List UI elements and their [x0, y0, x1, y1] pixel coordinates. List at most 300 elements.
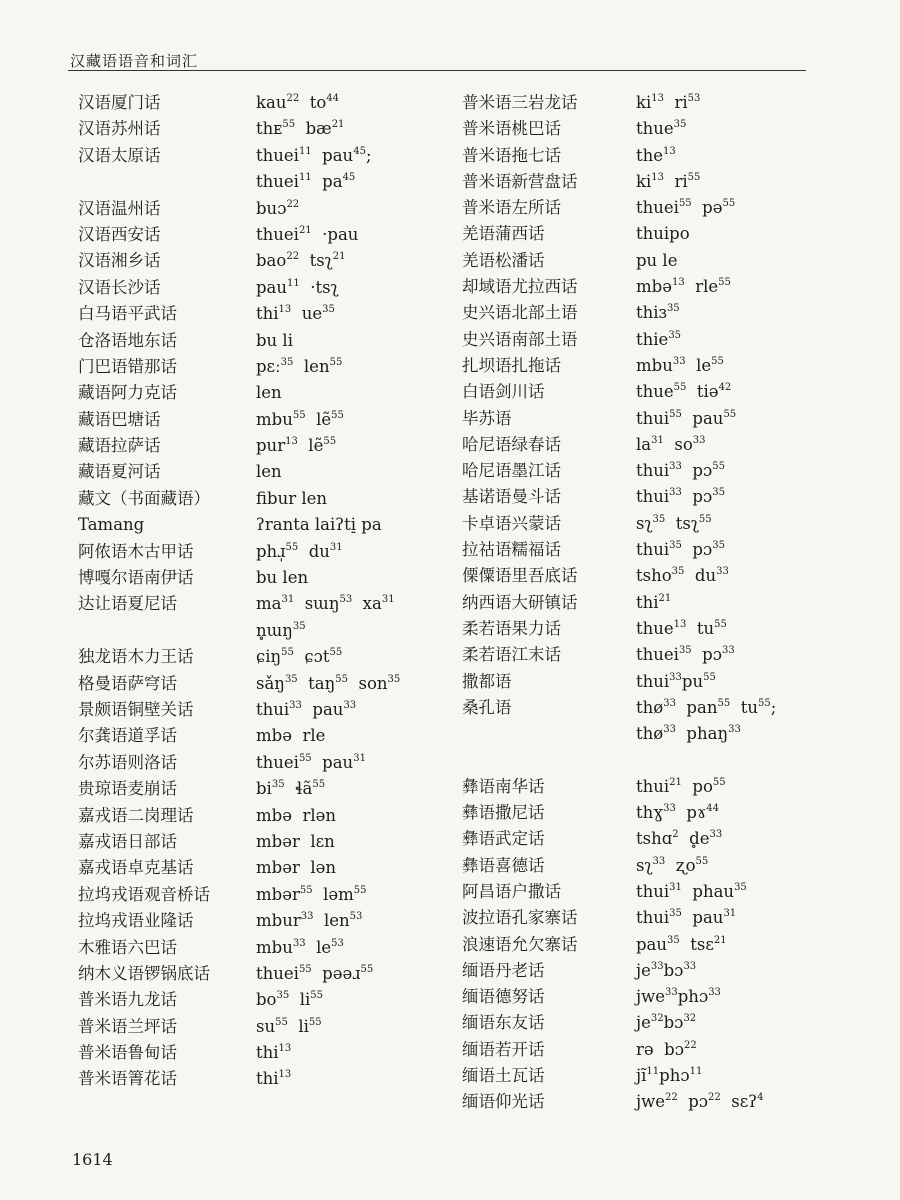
tone-mark: 35 [284, 673, 298, 685]
lexicon-row [78, 143, 458, 169]
tone-mark: 55 [687, 171, 701, 183]
syllable: fibur len [256, 488, 327, 508]
syllable: thɣ [636, 803, 664, 823]
syllable: tu [686, 618, 715, 638]
word-form [256, 618, 306, 644]
tone-mark: 44 [326, 93, 339, 104]
syllable: phaŋ [675, 724, 729, 744]
syllable: bu li [256, 330, 293, 350]
word-form [256, 328, 293, 354]
lexicon-row [462, 616, 862, 642]
syllable: jwe [636, 987, 666, 1007]
syllable: mbə rle [256, 726, 326, 746]
syllable: jwe [636, 1092, 666, 1112]
word-form [256, 803, 336, 829]
syllable: phau [681, 881, 735, 901]
lexicon-row [462, 1089, 862, 1115]
language-name: 汉语长沙话 [78, 277, 161, 297]
syllable: rle [684, 277, 719, 297]
syllable: ri [664, 171, 688, 191]
word-form [256, 196, 299, 222]
syllable: thuei [256, 224, 299, 244]
tone-mark: 55 [360, 963, 374, 975]
word-form [256, 644, 342, 670]
lexicon-row [462, 721, 862, 747]
syllable: ɕɔt [293, 647, 330, 667]
word-form [636, 984, 721, 1010]
word-form [636, 274, 731, 300]
language-name: 毕苏语 [462, 408, 512, 428]
word-form [636, 1089, 764, 1115]
word-form [256, 882, 367, 908]
tone-mark: 11 [689, 1065, 703, 1077]
tone-mark: 55 [298, 752, 312, 764]
word-form [256, 539, 343, 565]
tone-mark: 11 [287, 277, 300, 289]
syllable: mbə [636, 277, 672, 297]
syllable: thie [636, 329, 669, 349]
header-rule [68, 70, 806, 71]
syllable: thi [256, 304, 279, 324]
lexicon-row [462, 327, 862, 353]
word-form [256, 512, 382, 538]
syllable: pau [311, 752, 354, 772]
language-name: 普米语三岩龙话 [462, 93, 578, 112]
language-name: 汉语太原话 [78, 145, 161, 165]
tone-mark: 21 [669, 776, 682, 788]
lexicon-row [78, 1066, 458, 1092]
word-form [256, 776, 325, 802]
lexicon-row [462, 432, 862, 458]
syllable: thui [636, 671, 670, 691]
word-form [256, 116, 344, 142]
lexicon-row [78, 486, 458, 512]
language-name: 傈僳语里吾底话 [462, 566, 578, 586]
syllable: len [256, 383, 282, 403]
syllable: rə bɔ [636, 1039, 684, 1059]
word-form [256, 723, 325, 749]
tone-mark: 31 [329, 541, 343, 553]
language-name: 缅语若开话 [462, 1039, 545, 1059]
tone-mark: 55 [331, 409, 344, 421]
syllable: kau [256, 93, 287, 112]
language-name: 波拉语孔家寨话 [462, 908, 578, 928]
tone-mark: 33 [683, 960, 697, 972]
word-form [256, 169, 355, 195]
word-form [256, 591, 395, 617]
lexicon-row [78, 882, 458, 908]
tone-mark: 55 [695, 855, 709, 867]
syllable: pau [681, 908, 724, 928]
language-name: 基诺语曼斗话 [462, 487, 561, 507]
tone-mark: 35 [673, 119, 687, 131]
language-name: 扎坝语扎拖话 [462, 355, 561, 375]
lexicon-row [462, 800, 862, 826]
tone-mark: 55 [757, 697, 771, 709]
word-form [636, 484, 725, 510]
syllable: pɔ [691, 645, 722, 665]
syllable: phɔ [677, 987, 709, 1007]
syllable: xa [352, 594, 382, 614]
language-name [462, 747, 636, 773]
word-form [256, 407, 344, 433]
lexicon-row [78, 855, 458, 881]
tone-mark: 33 [292, 937, 306, 949]
language-name: 普米语兰坪话 [78, 1016, 177, 1036]
syllable: d̥e [678, 829, 710, 849]
tone-mark: 31 [381, 594, 395, 606]
syllable: pau [301, 699, 344, 719]
syllable: mbu [636, 355, 673, 375]
word-form [256, 829, 335, 855]
lexicon-row [78, 987, 458, 1013]
lexicon-row [462, 169, 862, 195]
syllable: pə [691, 198, 723, 218]
syllable: ·pau [311, 224, 359, 244]
lexicon-row [78, 644, 458, 670]
tone-mark: 13 [278, 1069, 292, 1081]
running-header: 汉藏语语音和词汇 [70, 52, 199, 70]
tone-mark: 55 [292, 409, 306, 421]
lexicon-row [462, 221, 862, 247]
word-form [256, 486, 327, 512]
language-name: Tamang [78, 515, 145, 535]
lexicon-row [78, 803, 458, 829]
language-name [78, 169, 256, 195]
word-form [256, 1014, 322, 1040]
syllable: the [636, 145, 664, 165]
syllable: pan [675, 697, 718, 717]
language-name: 普米语左所话 [462, 198, 561, 218]
tone-mark: 53 [331, 937, 344, 949]
syllable: thi [256, 1043, 279, 1063]
tone-mark: 33 [663, 724, 676, 736]
language-name: 达让语夏尼话 [78, 594, 177, 614]
word-form [636, 511, 712, 537]
syllable: taŋ [297, 673, 336, 693]
word-form [636, 379, 731, 405]
lexicon-row [462, 143, 862, 169]
lexicon-row [462, 1063, 862, 1089]
syllable: pɔ [681, 540, 713, 560]
syllable: bɔ [663, 960, 684, 980]
word-form [256, 750, 366, 776]
syllable: po [681, 776, 713, 796]
syllable: bo [256, 990, 277, 1010]
word-form [636, 800, 719, 826]
word-form [636, 143, 676, 169]
language-name [78, 618, 256, 644]
tone-mark: 45 [342, 172, 356, 184]
language-name: 白马语平武话 [78, 304, 177, 324]
word-form [636, 669, 716, 695]
tone-mark: 42 [718, 382, 732, 394]
tone-mark: 35 [669, 908, 682, 920]
language-name: 尔龚语道孚话 [78, 726, 177, 746]
syllable: du [684, 566, 717, 586]
word-form [636, 853, 708, 879]
tone-mark: 33 [728, 724, 741, 736]
tone-mark: 55 [722, 198, 736, 210]
tone-mark: 55 [285, 541, 299, 553]
word-form [636, 300, 680, 326]
language-name: 贵琼语麦崩话 [78, 779, 177, 799]
syllable: thue [636, 618, 674, 638]
word-form [636, 721, 741, 747]
tone-mark: 53 [687, 93, 701, 104]
tone-mark: 33 [716, 566, 729, 578]
tone-mark: 35 [322, 304, 335, 316]
syllable: ·tsʅ [299, 277, 339, 297]
tone-mark: 35 [652, 513, 666, 525]
language-name: 柔若语果力话 [462, 618, 561, 638]
word-form [256, 301, 335, 327]
tone-mark: 33 [709, 829, 723, 841]
syllable: thuei [256, 172, 299, 192]
syllable: thui [636, 461, 670, 481]
tone-mark: 55 [323, 436, 337, 448]
language-name: 卡卓语兴蒙话 [462, 513, 561, 533]
tone-mark: 33 [650, 960, 664, 972]
syllable: le [305, 937, 332, 957]
tone-mark: 13 [651, 93, 665, 104]
syllable: li [287, 1016, 309, 1036]
syllable: phɔ [659, 1065, 690, 1085]
language-name: 嘉戎语二岗理话 [78, 805, 194, 825]
tone-mark: 31 [669, 881, 682, 893]
syllable: pa [311, 172, 343, 192]
tone-mark: 21 [298, 224, 312, 236]
tone-mark: 55 [718, 277, 731, 289]
syllable: thi [256, 1069, 279, 1089]
lexicon-row [78, 935, 458, 961]
syllable: li [289, 990, 311, 1010]
language-name: 汉语厦门话 [78, 93, 161, 112]
word-form [256, 354, 342, 380]
language-name: 浪速语允欠寨话 [462, 934, 578, 954]
word-form [256, 987, 323, 1013]
lexicon-row [462, 484, 862, 510]
lexicon-row [78, 380, 458, 406]
syllable: tiə [686, 382, 719, 402]
syllable: thui [636, 776, 670, 796]
language-name: 彝语南华话 [462, 776, 545, 796]
tone-mark: 55 [335, 673, 348, 685]
language-name: 拉祜语糯福话 [462, 540, 561, 560]
language-name: 博嘎尔语南伊话 [78, 568, 194, 588]
lexicon-row [462, 905, 862, 931]
syllable: ; [770, 697, 777, 717]
lexicon-row [462, 116, 862, 142]
tone-mark: 35 [666, 303, 680, 315]
word-form [636, 221, 690, 247]
word-form [256, 433, 336, 459]
tone-mark: 35 [712, 487, 725, 499]
word-form [636, 537, 725, 563]
syllable: sǎŋ [256, 673, 285, 693]
syllable: len [313, 911, 350, 931]
lexicon-row [462, 274, 862, 300]
lexicon-row [462, 826, 862, 852]
syllable: thue [636, 382, 674, 402]
word-form [636, 774, 726, 800]
word-form [256, 1040, 291, 1066]
syllable: pau [311, 145, 354, 165]
language-name: 普米语九龙话 [78, 990, 177, 1010]
tone-mark: 53 [349, 911, 363, 923]
lexicon-row [462, 406, 862, 432]
word-form [636, 932, 727, 958]
language-name: 嘉戎语卓克基话 [78, 858, 194, 878]
tone-mark: 35 [280, 356, 294, 368]
lexicon-row [78, 196, 458, 222]
word-form [636, 327, 681, 353]
language-name: 桑孔语 [462, 697, 512, 717]
word-form [636, 1063, 702, 1089]
syllable: ɬã [284, 779, 313, 799]
lexicon-row [462, 932, 862, 958]
tone-mark: 22 [286, 198, 300, 210]
syllable: to [299, 93, 327, 112]
tone-mark: 55 [308, 1016, 322, 1028]
tone-mark: 31 [281, 594, 295, 606]
lexicon-row [462, 1037, 862, 1063]
syllable: thuei [636, 198, 679, 218]
lexicon-row [462, 90, 862, 116]
lexicon-row [462, 879, 862, 905]
tone-mark: 55 [329, 647, 343, 659]
tone-mark: 35 [668, 329, 682, 341]
syllable: thuei [256, 145, 299, 165]
tone-mark: 35 [271, 779, 285, 791]
syllable: ʐo [665, 855, 696, 875]
lexicon-row [78, 1040, 458, 1066]
lexicon-row [78, 169, 458, 195]
lexicon-row [78, 618, 458, 644]
language-name: 羌语松潘话 [462, 250, 545, 270]
syllable: pɔ [677, 1092, 709, 1112]
word-form [256, 697, 356, 723]
lexicon-row [78, 908, 458, 934]
tone-mark: 13 [673, 618, 687, 630]
syllable: thui [256, 699, 290, 719]
syllable: pɔ [681, 461, 713, 481]
lexicon-row [462, 379, 862, 405]
language-name [462, 721, 636, 747]
language-name: 藏语巴塘话 [78, 409, 161, 429]
syllable: tsho [636, 566, 672, 586]
lexicon-row [78, 1014, 458, 1040]
syllable: bao [256, 251, 287, 271]
syllable: sʅ [636, 855, 653, 875]
tone-mark: 33 [652, 855, 666, 867]
tone-mark: 55 [703, 671, 716, 683]
syllable: bɔ [663, 1013, 684, 1033]
tone-mark: 22 [665, 1092, 678, 1104]
syllable: pau [681, 408, 724, 428]
lexicon-row [78, 248, 458, 274]
tone-mark: 22 [286, 93, 300, 104]
word-form [256, 671, 400, 697]
word-form [636, 1010, 696, 1036]
syllable: ue [291, 304, 323, 324]
word-form [256, 380, 282, 406]
syllable: je [636, 960, 651, 980]
word-form [636, 563, 729, 589]
lexicon-row [462, 1010, 862, 1036]
tone-mark: 22 [708, 1092, 721, 1104]
language-name: 普米语桃巴话 [462, 119, 561, 139]
language-name: 藏语阿力克话 [78, 383, 177, 403]
syllable: so [663, 434, 693, 454]
tone-mark: 55 [310, 990, 324, 1002]
lexicon-row [462, 695, 862, 721]
tone-mark: 55 [275, 1016, 288, 1028]
language-name: 普米语鲁甸话 [78, 1043, 177, 1063]
language-name: 阿侬语木古甲话 [78, 541, 194, 561]
syllable: tsʅ [665, 513, 699, 533]
word-form [256, 565, 308, 591]
syllable: thui [636, 487, 670, 507]
word-form [636, 195, 735, 221]
left-column [78, 90, 458, 1093]
lexicon-row [462, 195, 862, 221]
tone-mark: 33 [708, 987, 721, 999]
word-form [636, 90, 700, 116]
syllable: mbur [256, 911, 301, 931]
word-form [636, 1037, 697, 1063]
language-name: 缅语丹老话 [462, 960, 545, 980]
tone-mark: 35 [734, 881, 747, 893]
lexicon-row [78, 275, 458, 301]
language-name: 史兴语北部土语 [462, 303, 578, 323]
lexicon-row [78, 459, 458, 485]
syllable: pɤ [675, 803, 707, 823]
lexicon-row [78, 407, 458, 433]
syllable: mbər lən [256, 858, 337, 878]
syllable: pɛː [256, 356, 281, 376]
language-name: 哈尼语绿春话 [462, 434, 561, 454]
tone-mark: 35 [667, 934, 680, 946]
tone-mark: 21 [331, 119, 345, 131]
tone-mark: 55 [723, 408, 737, 420]
word-form [636, 879, 747, 905]
language-name: 格曼语萨穹话 [78, 673, 177, 693]
language-name: 纳西语大研镇话 [462, 592, 578, 612]
language-name: 缅语土瓦话 [462, 1065, 545, 1085]
syllable: sɯŋ [294, 594, 340, 614]
lexicon-row [78, 301, 458, 327]
word-form [256, 143, 372, 169]
tone-mark: 55 [712, 776, 726, 788]
word-form [256, 935, 344, 961]
syllable: thuei [636, 645, 679, 665]
syllable: ɕiŋ [256, 647, 282, 667]
tone-mark: 4 [757, 1092, 764, 1104]
lexicon-row [462, 353, 862, 379]
language-name: 景颇语铜壁关话 [78, 699, 194, 719]
word-form [636, 905, 736, 931]
syllable: thuei [256, 963, 299, 983]
syllable: pəəɹ [311, 963, 361, 983]
syllable: thui [636, 908, 670, 928]
tone-mark: 13 [663, 145, 676, 157]
tone-mark: 21 [713, 934, 727, 946]
syllable: thue [636, 119, 674, 139]
tone-mark: 13 [278, 304, 292, 316]
tone-mark: 13 [285, 436, 298, 448]
syllable: sɛʔ [720, 1092, 758, 1112]
